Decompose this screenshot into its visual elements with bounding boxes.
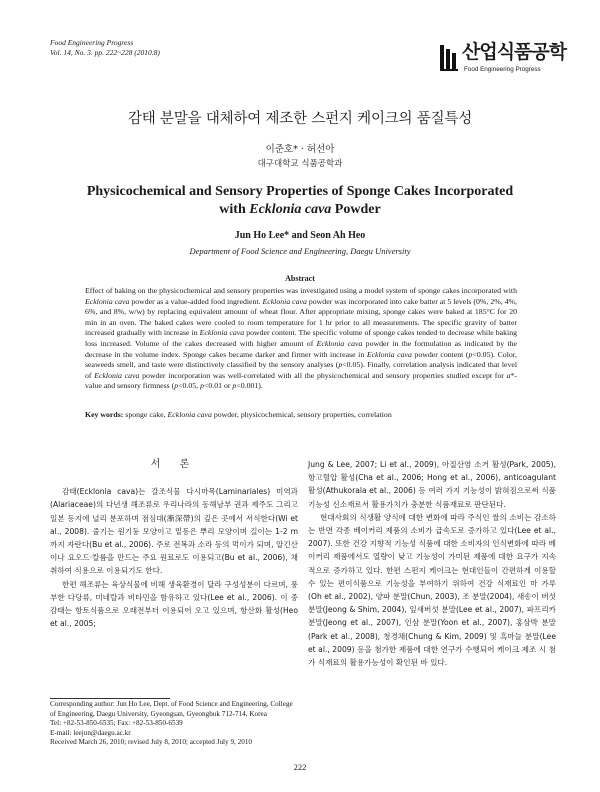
logo-text: 산업식품공학 — [462, 41, 567, 63]
abstract-segment: <0.05). Finally, correlation analysis indicated that level of — [85, 360, 517, 380]
english-title — [0, 183, 600, 219]
abstract-segment: a — [506, 370, 511, 380]
keywords-text — [123, 410, 391, 419]
journal-logo-mark-icon — [438, 42, 460, 72]
english-title-line1: Physicochemical and Sensory Properties of Sponge Cakes Incorporated — [86, 184, 514, 199]
keywords-segment: powder, physicochemical, sensory properties, correlation — [211, 410, 392, 419]
english-authors: Jun Ho Lee* and Seon Ah Heo — [234, 230, 366, 241]
footnote — [50, 700, 298, 748]
abstract-segment: p — [232, 381, 237, 391]
abstract-heading: Abstract — [285, 274, 315, 283]
korean-authors: 이준호* · 허선아 — [265, 144, 335, 155]
abstract-segment: p — [468, 349, 473, 359]
english-title-line2 — [0, 201, 600, 219]
footnote-email: E-mail: leejun@daegu.ac.kr — [50, 728, 131, 737]
keywords-label: Key words: — [85, 410, 124, 419]
keywords — [85, 410, 517, 421]
keywords-segment: Ecklonia cava — [167, 410, 212, 419]
logo-subtitle: Food Engineering Progress — [464, 66, 541, 73]
abstract-segment: powder content. The specific volume of sponge cakes tended to decrease while baking loss increased. Volume of the cakes decreased with higher amount of — [85, 328, 518, 348]
abstract-segment: p — [338, 360, 343, 370]
abstract-segment: Ecklonia cava — [262, 296, 307, 306]
footnote-phone: Tel: +82-53-850-6535; Fax: +82-53-850-6539 — [50, 719, 183, 728]
abstract-segment: powder as a value-added food ingredient. — [129, 296, 263, 306]
abstract-segment: powder incorporation was well-correlated with all the physicochemical and sensory properties studied except for — [139, 370, 507, 380]
abstract-segment: <0.01 or — [203, 381, 233, 391]
journal-name: Food Engineering Progress — [50, 38, 134, 47]
abstract-segment: Ecklonia cava — [94, 370, 140, 380]
abstract-segment: *-value and sensory firmness ( — [85, 370, 517, 391]
abstract-segment: <0.05). Color, seaweeds smell, and taste were distinctively classified by the sensory analyses ( — [85, 349, 517, 370]
title-suffix: Powder — [331, 202, 381, 217]
abstract-segment: powder content ( — [411, 349, 469, 359]
abstract-segment: p — [174, 381, 179, 391]
title-prefix: with — [219, 202, 250, 217]
journal-volume: Vol. 14, No. 3. pp. 222~228 (2010.8) — [50, 48, 160, 57]
left-paragraph-2: 한편 해조류는 육상식물에 비해 생육환경이 달라 구성성분이 다르며, 풍부한 다당류, 미네랄과 비타민을 함유하고 있다(Lee et al., 2006). 이 중 감태는 항토식품으로 오래전부터 이용되어 오고 있으며, 항산화 활성(Heo et al., 2005; — [50, 579, 298, 629]
page-number: 222 — [293, 762, 307, 772]
keywords-segment: sponge cake, — [123, 410, 168, 419]
abstract-segment: Ecklonia cava — [85, 296, 130, 306]
english-affiliation: Department of Food Science and Engineering, Daegu University — [189, 246, 411, 256]
left-paragraph-1: 감태(Ecklonia cava)는 갈조식물 다시마목(Laminariales) 미역과(Alariaceae)의 다년생 해조류로 우리나라의 동해남부 권과 제주도 그리고 일본 등지에 널리 분포하며 점심대(漸深帶)의 깊은 곳에서 서식한다(Wi et al., 2008). 줄기는 원기둥 모양이고 밑동은 뿌리 모양이며 길이는 1-2 m까지 자란다(Bu et al., 2006). 주로 전복과 소라 등의 먹이가 되며, 알긴산이나 요오드·칼륨을 만드는 주요 원료로도 이용되고(Bu et al., 2006), 채취하여 식용으로 이용되기도 한다. — [50, 487, 298, 576]
abstract-segment: Ecklonia cava — [199, 328, 245, 338]
abstract-segment: p — [200, 381, 204, 391]
abstract-segment: Ecklonia cava — [316, 338, 363, 348]
abstract-segment: Effect of baking on the physicochemical and sensory properties was investigated using a model system of sponge cakes incorporated with — [85, 286, 517, 295]
right-column — [308, 458, 556, 669]
section-heading-introduction: 서 론 — [150, 459, 198, 470]
right-paragraph-1: Jung & Lee, 2007; Li et al., 2009), 아질산염 소거 활성(Park, 2005), 항고혈압 활성(Cha et al., 2006; Hong et al., 2006), anticoagulant 활성(Athukorala et al., 2006) 등 여러 가지 기능성이 밝혀짐으로써 식품 기능성 신소재로서 활용가치가 충분한 식품재료로 판단된다. — [308, 460, 556, 509]
korean-title: 감태 분말을 대체하여 제조한 스펀지 케이크의 품질특성 — [127, 111, 472, 127]
abstract-text — [85, 286, 517, 392]
korean-affiliation: 대구대학교 식품공학과 — [257, 159, 343, 169]
abstract-segment: <0.001). — [236, 381, 263, 391]
title-species: Ecklonia cava — [249, 202, 332, 217]
right-paragraph-2: 현대사회의 식생활 양식에 대한 변화에 따라 주식인 쌀의 소비는 감소하는 반면 각종 베이커리 제품의 소비가 급속도로 증가하고 있다(Lee et al., 2007). 또한 건강 지향적 기능성 식품에 대한 소비자의 인식변화에 따라 베이커리 제품에서도 열량이 낮고 기능성이 가미된 제품에 대한 요구가 지속적으로 증가하고 있다. 한편 스펀지 케이크는 현대인들이 간편하게 이용할 수 있는 편이식품으로 기능성을 부여하기 위하여 건강 식재료인 마 가루(Oh et al., 2002), 양파 분말(Chun, 2003), 조 분말(2004), 새송이 버섯 분말(Jeong & Shim, 2004), 잎새버섯 분말(Lee et al., 2007), 파프리카 분말(Jeong et al., 2007), 인삼 분말(Yoon et al., 2007), 홍삼박 분말(Park et al., 2008), 청경채(Chung & Kim, 2009) 및 흑마늘 분말(Lee et al., 2009) 등을 첨가한 제품에 대한 연구가 수행되어 케이크 제조 시 첨가 식재료의 활용가능성이 확인된 바 있다. — [308, 512, 556, 668]
abstract-segment: Ecklonia cava — [366, 349, 412, 359]
footnote-received: Received March 26, 2010; revised July 8, 2010; accepted July 9, 2010 — [50, 738, 253, 747]
abstract-segment: powder was incorporated into cake batter at 5 levels (0%, 2%, 4%, 6%, and 8%, w/w) by replacing equivalent amount of wheat flour. After appropriate mixing, sponge cakes were baked at 185°C for 20 min in an oven. The baked cakes were cooled to room temperature for 1 hr prior to all measurements. The specific gravity of batter increased gradually with increase in — [85, 296, 517, 338]
abstract-segment: <0.05, — [178, 381, 201, 391]
footnote-divider — [50, 698, 170, 699]
abstract-segment: powder in the formulation as indicated by the decrease in the volume index. Sponge cakes became darker and firmer with increase in — [85, 338, 517, 359]
left-column — [50, 458, 298, 630]
footnote-corresponding: Corresponding author: Jun Ho Lee, Dept. of Food Science and Engineering, College of Engineering, Daegu University, Gyeongsan, Gyeongbuk 712-714, Korea — [50, 700, 293, 718]
journal-header — [50, 38, 160, 58]
journal-logo — [438, 40, 567, 80]
